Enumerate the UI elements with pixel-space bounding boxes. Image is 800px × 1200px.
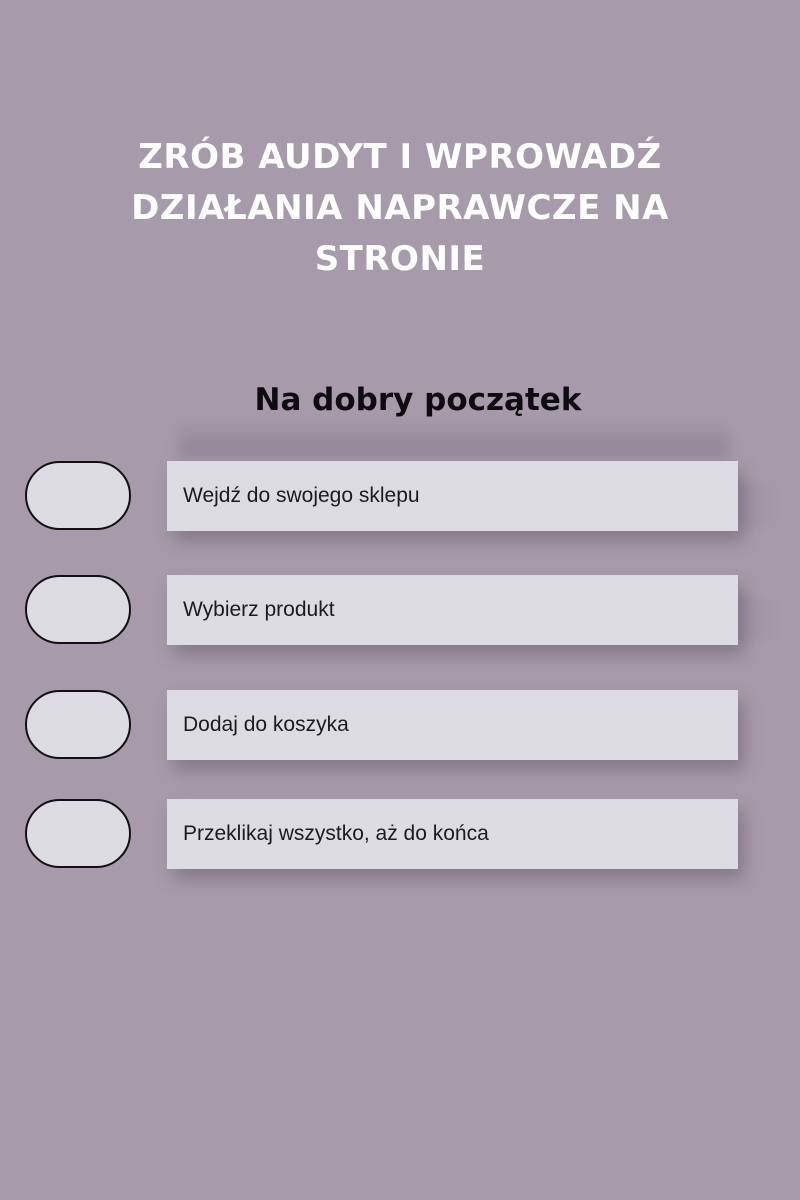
- card-shadow-tail: [738, 483, 778, 527]
- step-item-4: [0, 799, 800, 869]
- step-card-3: [167, 690, 738, 760]
- step-card-1: [167, 461, 738, 531]
- step-toggle-1[interactable]: [25, 461, 131, 530]
- step-label-1: Wejdź do swojego sklepu: [183, 484, 420, 507]
- page-title-line-2: DZIAŁANIA NAPRAWCZE NA: [131, 188, 669, 228]
- step-toggle-4[interactable]: [25, 799, 131, 868]
- step-label-3: Dodaj do koszyka: [183, 713, 349, 736]
- step-item-1: [0, 461, 800, 531]
- step-toggle-3[interactable]: [25, 690, 131, 759]
- step-card-4: [167, 799, 738, 869]
- section-subtitle: Na dobry początek: [254, 382, 582, 418]
- step-item-3: [0, 690, 800, 760]
- page-title: [60, 132, 740, 285]
- step-item-2: [0, 575, 800, 645]
- card-shadow-tail: [738, 597, 778, 641]
- step-label-4: Przeklikaj wszystko, aż do końca: [183, 822, 489, 845]
- step-label-2: Wybierz produkt: [183, 598, 335, 621]
- step-toggle-2[interactable]: [25, 575, 131, 644]
- step-card-2: [167, 575, 738, 645]
- page-title-line-3: STRONIE: [314, 239, 486, 279]
- page-title-line-1: ZRÓB AUDYT I WPROWADŹ: [138, 137, 662, 177]
- decorative-shadow: [178, 420, 730, 456]
